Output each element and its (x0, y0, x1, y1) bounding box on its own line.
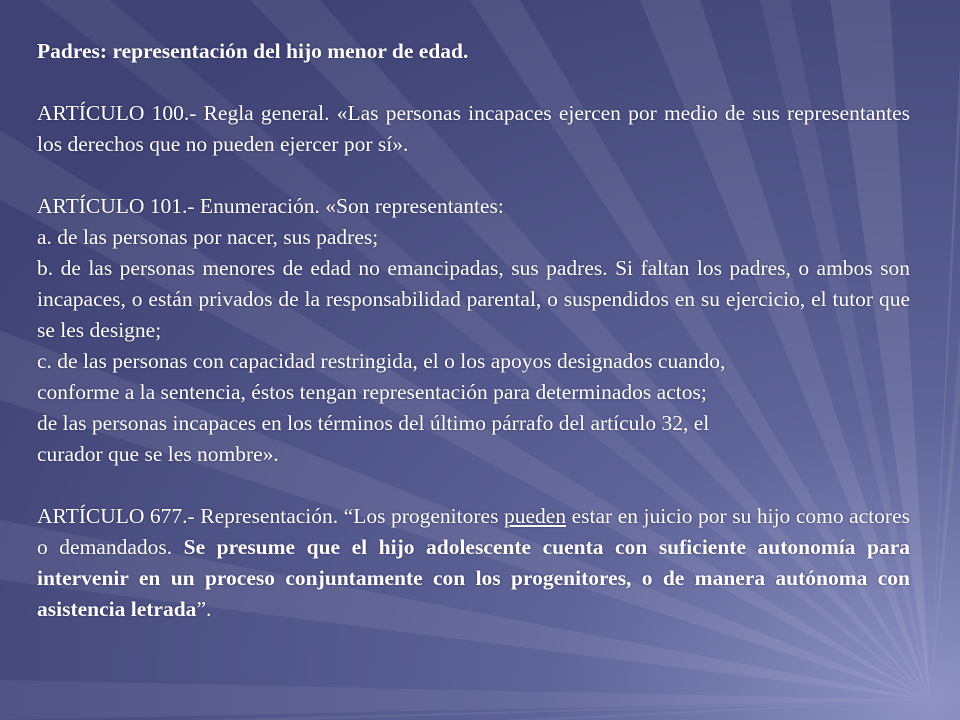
article-677-bold: Se presume que el hijo adolescente cuenta con suficiente autonomía para intervenir en un proceso conjuntamente con los progenitores, o de manera autónoma con asistencia letrada (37, 535, 910, 621)
article-677-text-2: estar en juicio por su hijo como actores o demandados. (37, 504, 910, 559)
article-101-intro: ARTÍCULO 101.- Enumeración. «Son representantes: (37, 194, 504, 218)
article-677-end: ”. (196, 597, 212, 621)
article-677-underlined: pueden (503, 504, 567, 528)
slide-content (37, 36, 910, 625)
article-677-text-1: ARTÍCULO 677.- Representación. “Los progenitores (37, 504, 504, 528)
article-101-item-c-line1: c. de las personas con capacidad restringida, el o los apoyos designados cuando, (37, 349, 726, 373)
spacer (37, 67, 910, 98)
slide-title: Padres: representación del hijo menor de edad. (37, 39, 469, 63)
article-101-item-a: a. de las personas por nacer, sus padres; (37, 225, 379, 249)
spacer (37, 470, 910, 501)
article-101-item-c-line2: conforme a la sentencia, éstos tengan representación para determinados actos; (37, 380, 707, 404)
article-101-item-d-line1: de las personas incapaces en los términos del último párrafo del artículo 32, el (37, 411, 710, 435)
spacer (37, 160, 910, 191)
article-101-item-d-line2: curador que se les nombre». (37, 442, 279, 466)
article-677 (37, 501, 910, 625)
article-101-item-b: b. de las personas menores de edad no emancipadas, sus padres. Si faltan los padres, o ambos son incapaces, o están privados de la responsabilidad parental, o suspendidos en su ejercicio, el tutor que se les designe; (37, 256, 910, 342)
article-100: ARTÍCULO 100.- Regla general. «Las personas incapaces ejercen por medio de sus representantes los derechos que no pueden ejercer por sí». (37, 101, 910, 156)
